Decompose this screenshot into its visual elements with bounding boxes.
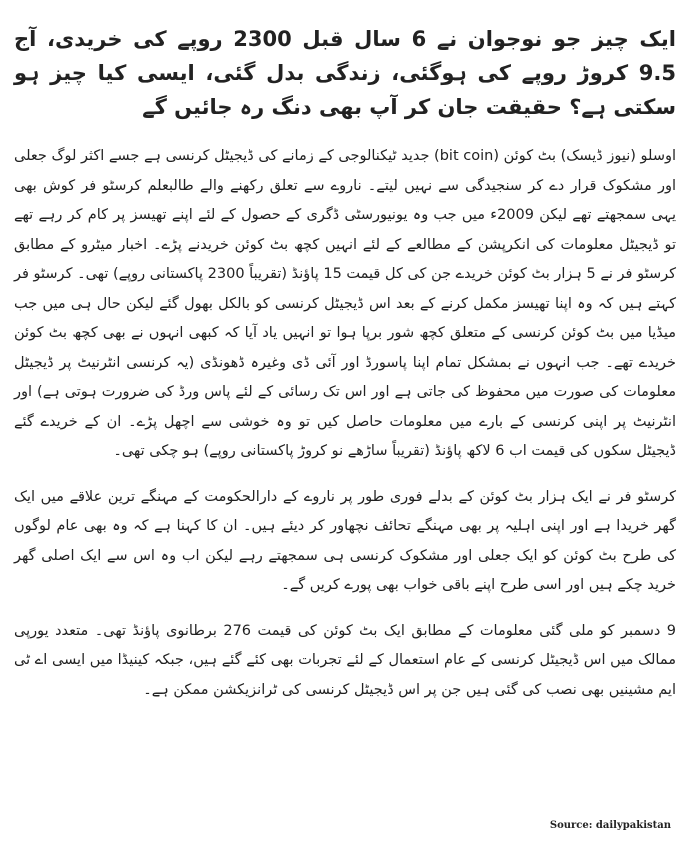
article-headline: ایک چیز جو نوجوان نے 6 سال قبل 2300 روپے کی خریدی، آج 9.5 کروڑ روپے کی ہوگئی، زندگی بدل گئی، ایسی کیا چیز ہو سکتی ہے؟ حقیقت جان کر آپ بھی دنگ رہ جائیں گے [14, 27, 676, 119]
article-paragraph: 9 دسمبر کو ملی گئی معلومات کے مطابق ایک بٹ کوئن کی قیمت 276 برطانوی پاﺅنڈ تھی۔ متعدد یورپی ممالک میں اس ڈیجیٹل کرنسی کے عام استعمال کے لئے تجربات بھی کئے گئے ہیں، جبکہ کینیڈا میں ایسی اے ٹی ایم مشینیں بھی نصب کی گئی ہیں جن پر اس ڈیجیٹل کرنسی کی ٹرانزیکشن ممکن ہے۔ [14, 622, 676, 698]
article-paragraph: کرسٹو فر نے ایک ہزار بٹ کوئن کے بدلے فوری طور پر ناروے کے دارالحکومت کے مہنگے ترین علاقے میں ایک گھر خریدا ہے اور اپنی اہلیہ پر بھی مہنگے تحائف نچھاور کر دیئے ہیں۔ ان کا کہنا ہے کہ وہ بھی عام لوگوں کی طرح بٹ کوئن کو ایک جعلی اور مشکوک کرنسی ہی سمجھتے رہے لیکن اب وہ اس سے ایک اصلی گھر خرید چکے ہیں اور اسی طرح اپنے باقی خواب بھی پورے کریں گے۔ [14, 488, 676, 593]
source-credit: Source: dailypakistan [549, 820, 671, 831]
article [14, 22, 676, 721]
article-paragraph: اوسلو (نیوز ڈیسک) بٹ کوئن (bit coin) جدید ٹیکنالوجی کے زمانے کی ڈیجیٹل کرنسی ہے جسے اکثر لوگ جعلی اور مشکوک قرار دے کر سنجیدگی سے نہیں لیتے۔ ناروے سے تعلق رکھنے والے طالبعلم کرسٹو فر کوش بھی یہی سمجھتے تھے لیکن 2009ء میں جب وہ یونیورسٹی ڈگری کے حصول کے لئے اپنے تھیسز پر کام کر رہے تھے تو ڈیجیٹل معلومات کی انکرپشن کے مطالعے کے لئے انہیں کچھ بٹ کوئن خریدنے پڑے۔ اخبار میٹرو کے مطابق کرسٹو فر نے 5 ہزار بٹ کوئن خریدے جن کی کل قیمت 15 پاﺅنڈ (تقریباً 2300 پاکستانی روپے) تھی۔ کرسٹو فر کہتے ہیں کہ وہ اپنا تھیسز مکمل کرنے کے بعد اس ڈیجیٹل کرنسی کو بالکل بھول گئے لیکن حال ہی میں جب میڈیا میں بٹ کوئن کرنسی کے متعلق کچھ شور برپا ہوا تو انہیں یاد آیا کہ کبھی انہوں نے بھی کچھ بٹ کوئن خریدے تھے۔ جب انہوں نے بمشکل تمام اپنا پاسورڈ اور آئی ڈی وغیرہ ڈھونڈی (یہ کرنسی انٹرنیٹ پر ڈیجیٹل معلومات کی صورت میں محفوظ کی جاتی ہے اور اس تک رسائی کے لئے پاس ورڈ کی ضرورت ہوتی ہے) اور انٹرنیٹ پر اپنی کرنسی کے بارے میں معلومات حاصل کیں تو وہ خوشی سے اچھل پڑے۔ ان کے خریدے گئے ڈیجیٹل سکوں کی قیمت اب 6 لاکھ پاﺅنڈ (تقریباً ساڑھے نو کروڑ پاکستانی روپے) ہو چکی تھی۔ [14, 148, 676, 459]
